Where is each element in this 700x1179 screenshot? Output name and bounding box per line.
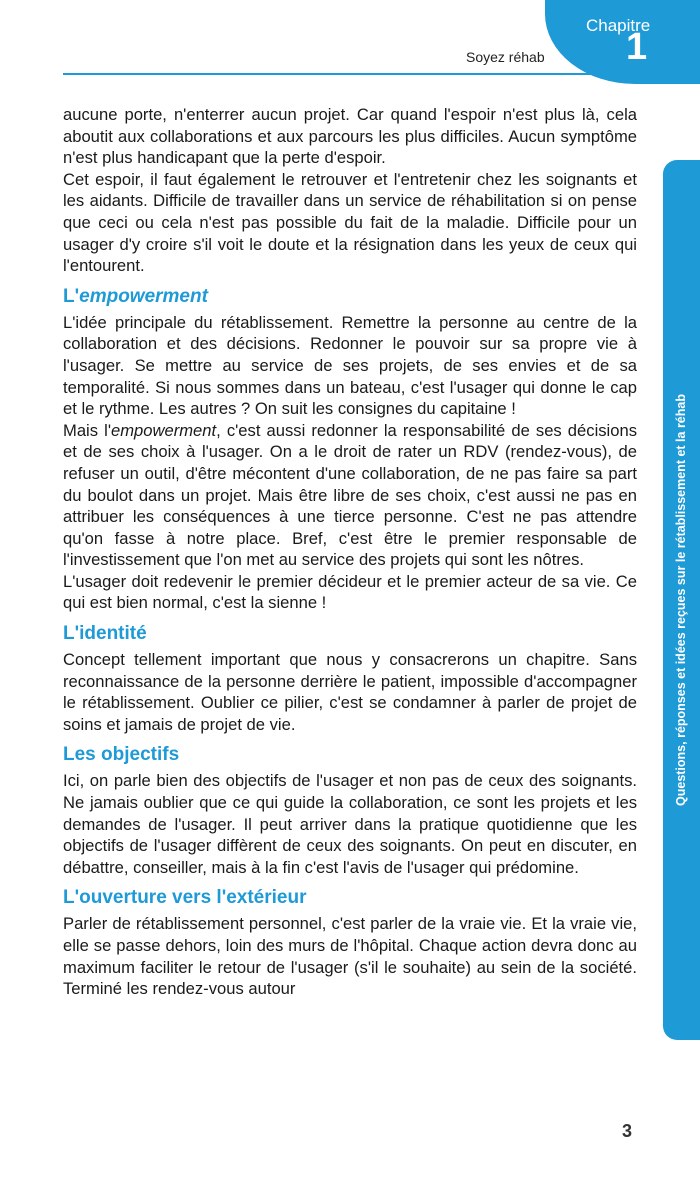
paragraph: L'idée principale du rétablissement. Remettre la personne au centre de la collaboration et des décisions. Redonner le pouvoir sur sa propre vie à l'usager. Se mettre au service de ses projets, de ses envies et de sa temporalité. Si nous sommes dans un bateau, c'est l'usager qui donne le cap et le rythme. Les autres ? On suit les consignes du capitaine !	[63, 312, 637, 419]
page-number: 3	[622, 1121, 633, 1141]
paragraph: Mais l'empowerment, c'est aussi redonner la responsabilité de ses décisions et de ses choix à l'usager. On a le droit de rater un RDV (rendez-vous), de refuser un outil, d'être mécontent d'une collaboration, de ne pas faire sa part du boulot dans un projet. Mais être libre de ses choix, c'est aussi ne pas en attribuer les conséquences à une tierce personne. C'est ne pas attendre qu'on fasse à notre place. Bref, c'est être le premier responsable de l'investissement que l'on met au service des projets qui sont les nôtres.	[63, 420, 637, 570]
paragraph: Cet espoir, il faut également le retrouver et l'entretenir chez les soignants et les aidants. Difficile de travailler dans un service de réhabilitation si on pense que ceci ou cela n'est pas possible du fait de la maladie. Difficile pour un usager d'y croire s'il voit le doute et la résignation dans les yeux de ceux qui l'entourent.	[63, 169, 637, 276]
paragraph: Parler de rétablissement personnel, c'est parler de la vraie vie. Et la vraie vie, elle se passe dehors, loin des murs de l'hôpital. Chaque action devra donc au maximum faciliter le retour de l'usager (s'il le souhaite) au sein de la société. Terminé les rendez-vous autour	[63, 914, 637, 999]
header-rule	[63, 73, 623, 75]
paragraph: L'usager doit redevenir le premier décideur et le premier acteur de sa vie. Ce qui est bien normal, c'est la sienne !	[63, 571, 637, 613]
page-body	[63, 104, 637, 1000]
side-tab-label: Questions, réponses et idées reçues sur le rétablissement et la réhab	[674, 394, 688, 806]
chapter-label: Chapitre	[586, 16, 651, 35]
paragraph: Ici, on parle bien des objectifs de l'usager et non pas de ceux des soignants. Ne jamais oublier que ce qui guide la collaboration, ce sont les projets et les demandes de l'usager. Il peut arriver dans la pratique quotidienne que les objectifs de l'usager diffèrent de ceux des soignants. On peut en discuter, en débattre, conseiller, mais à la fin c'est l'avis de l'usager qui prédomine.	[63, 771, 637, 877]
section-heading-identite: L'identité	[63, 623, 147, 645]
section-heading-empowerment: L'empowerment	[63, 285, 208, 307]
paragraph: Concept tellement important que nous y consacrerons un chapitre. Sans reconnaissance de la personne derrière le patient, impossible d'accompagner le rétablissement. Oublier ce pilier, c'est se condamner à parler de projet de soins et jamais de projet de vie.	[63, 650, 637, 734]
chapter-badge	[545, 0, 700, 84]
section-heading-ouverture: L'ouverture vers l'extérieur	[63, 887, 307, 909]
paragraph: aucune porte, n'enterrer aucun projet. Car quand l'espoir n'est plus là, cela aboutit aux collaborations et aux parcours les plus difficiles. Aucun symptôme n'est plus handicapant que la perte d'espoir.	[63, 105, 637, 168]
section-heading-objectifs: Les objectifs	[63, 744, 180, 766]
chapter-number: 1	[626, 26, 648, 68]
running-title: Soyez réhab	[466, 49, 545, 65]
